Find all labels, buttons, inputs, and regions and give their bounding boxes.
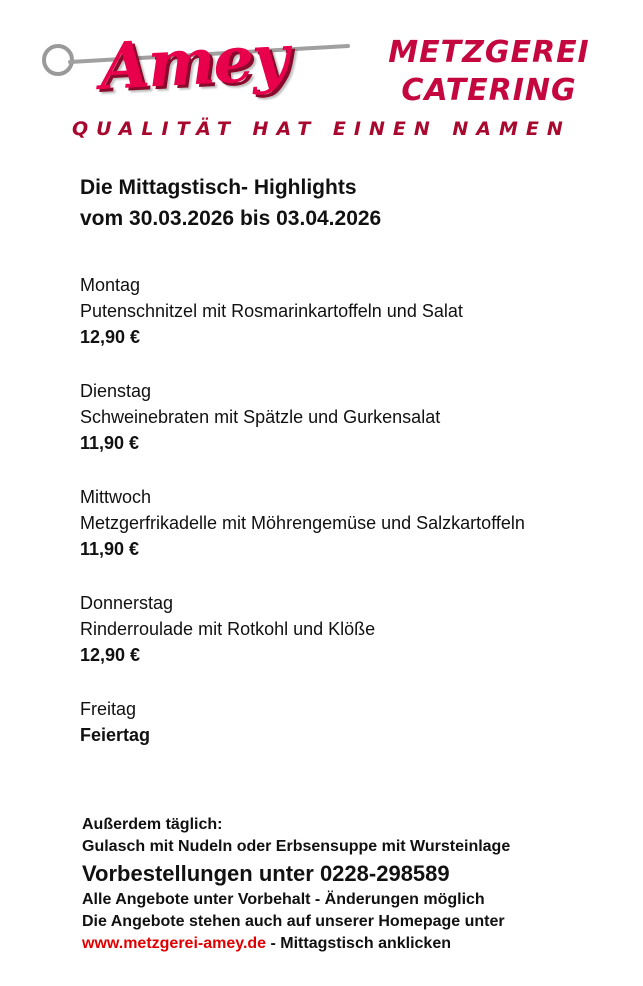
homepage-note: Die Angebote stehen auch auf unserer Homepage unter [82,913,505,930]
day-price: 12,90 € [80,327,141,347]
day-thursday [80,590,620,668]
day-name: Dienstag [80,381,152,401]
daily-items: Gulasch mit Nudeln oder Erbsensuppe mit Wursteinlage [82,838,511,855]
website-suffix: - Mittagstisch anklicken [266,935,451,952]
day-name: Mittwoch [80,487,152,507]
day-monday [80,272,620,350]
website-link[interactable]: www.metzgerei-amey.de [82,935,267,952]
day-name: Montag [80,275,141,295]
day-dish: Putenschnitzel mit Rosmarinkartoffeln und Salat [80,301,463,321]
day-price: 11,90 € [80,433,140,453]
day-dish: Schweinebraten mit Spätzle und Gurkensalat [80,407,441,427]
business-line-catering: CATERING [401,73,577,108]
day-dish: Rinderroulade mit Rotkohl und Klöße [80,619,376,639]
menu-content [80,172,620,776]
day-name: Freitag [80,699,137,719]
day-dish: Feiertag [80,725,151,745]
menu-date-range: vom 30.03.2026 bis 03.04.2026 [80,207,382,230]
day-name: Donnerstag [80,593,174,613]
day-tuesday [80,378,620,456]
daily-heading: Außerdem täglich: [82,816,223,833]
website-line [82,933,622,955]
day-friday [80,696,620,748]
business-line-butcher: METZGEREI [388,35,590,70]
menu-title [80,172,620,234]
disclaimer: Alle Angebote unter Vorbehalt - Änderungen möglich [82,891,485,908]
brand-logo: Amey [98,20,289,105]
day-price: 11,90 € [80,539,140,559]
day-price: 12,90 € [80,645,141,665]
day-dish: Metzgerfrikadelle mit Möhrengemüse und Salzkartoffeln [80,513,525,533]
business-type [374,34,604,110]
day-list [80,272,620,748]
preorder-phone: Vorbestellungen unter 0228-298589 [82,861,450,886]
tagline: QUALITÄT HAT EINEN NAMEN [72,118,571,140]
footer-info [82,814,622,955]
header-logo [0,0,643,160]
menu-title-line: Die Mittagstisch- Highlights [80,176,357,199]
day-wednesday [80,484,620,562]
